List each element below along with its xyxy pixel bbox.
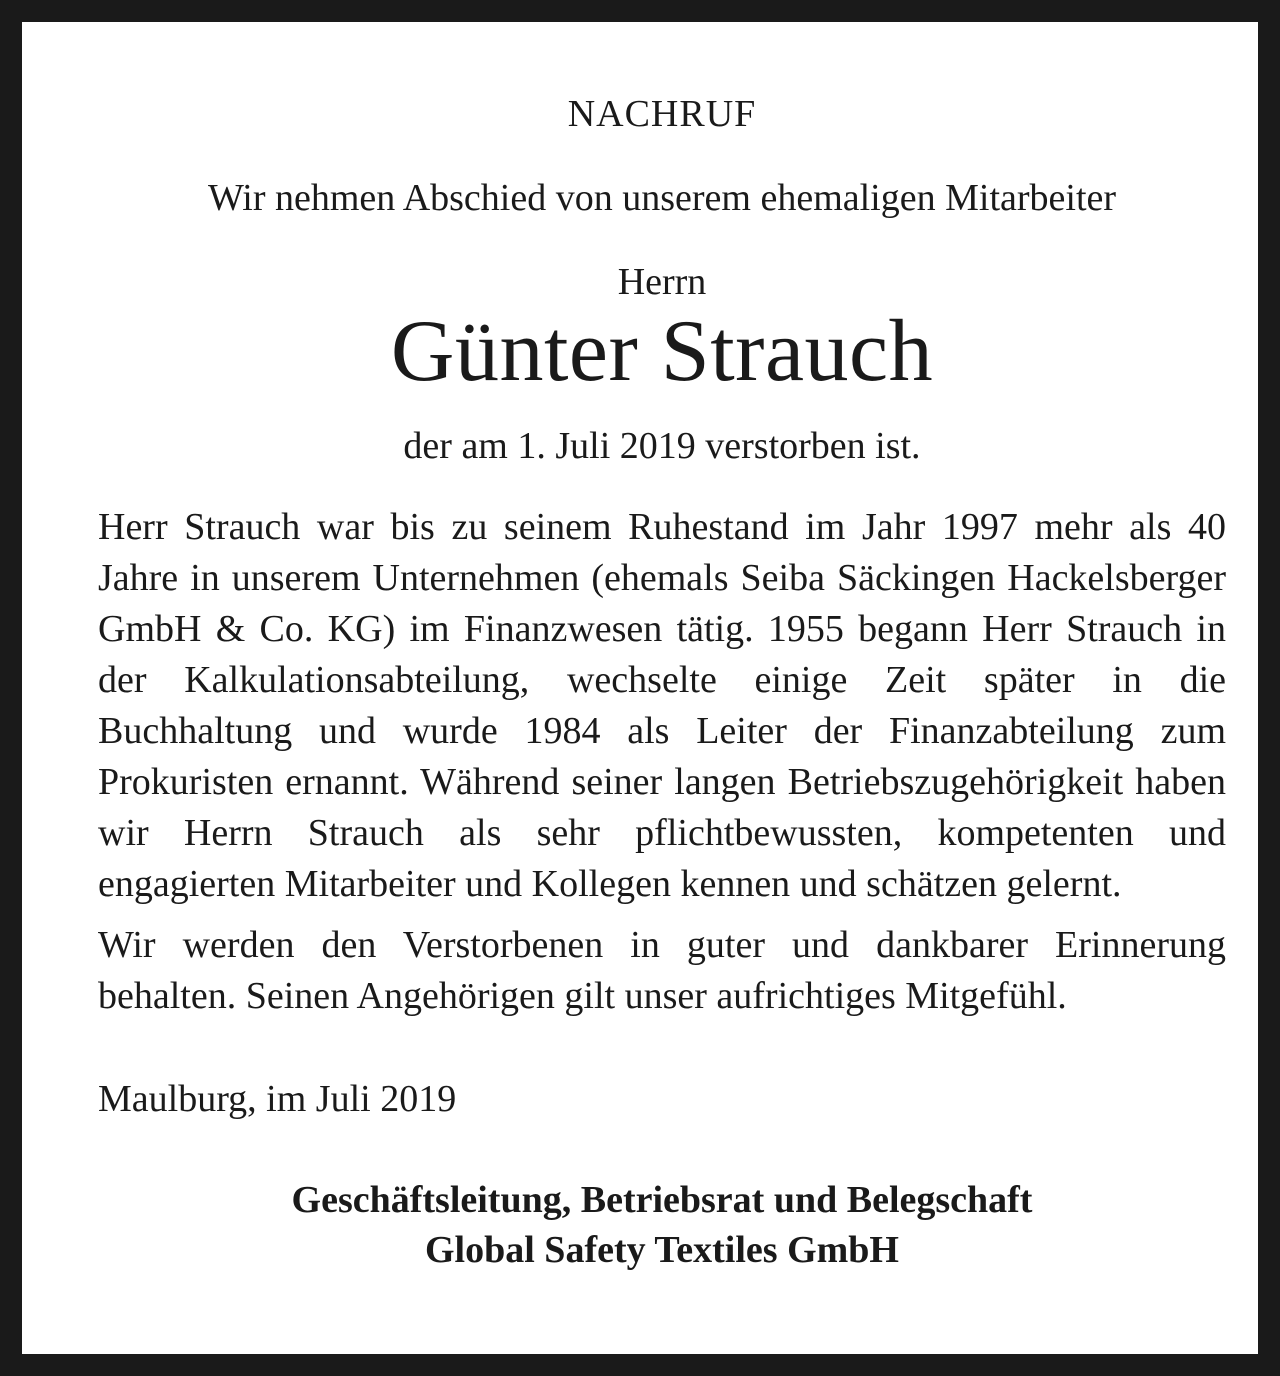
death-date-line: der am 1. Juli 2019 verstorben ist. (403, 425, 921, 467)
intro-line: Wir nehmen Abschied von unserem ehemaligen Mitarbeiter (207, 177, 1117, 219)
obituary-notice (98, 44, 1226, 1275)
deceased-name: Günter Strauch (390, 303, 934, 400)
biography-paragraph: Herr Strauch war bis zu seinem Ruhestand im Jahr 1997 mehr als 40 Jahre in unserem Unternehmen (ehemals Seiba Säckingen Hackelsberger GmbH & Co. KG) im Finanzwesen tätig. 1955 begann Herr Strauch in der Kalkulationsabteilung, wechselte einige Zeit später in die Buchhaltung und wurde 1984 als Leiter der Finanzabteilung zum Prokuristen ernannt. Während seiner langen Betriebszugehörigkeit haben wir Herrn Strauch als sehr pflichtbewussten, kompetenten und engagierten Mitarbeiter und Kollegen kennen und schätzen gelernt. (98, 506, 1226, 905)
obituary-heading: NACHRUF (567, 93, 757, 135)
signature-line-2: Global Safety Textiles GmbH (425, 1229, 899, 1271)
condolence-paragraph: Wir werden den Verstorbenen in guter und dankbarer Erinnerung behalten. Seinen Angehörigen gilt unser aufrichtiges Mitgefühl. (98, 924, 1226, 1017)
signature-line-1: Geschäftsleitung, Betriebsrat und Belegschaft (291, 1179, 1033, 1221)
salutation: Herrn (617, 261, 707, 303)
place-date: Maulburg, im Juli 2019 (98, 1078, 457, 1120)
